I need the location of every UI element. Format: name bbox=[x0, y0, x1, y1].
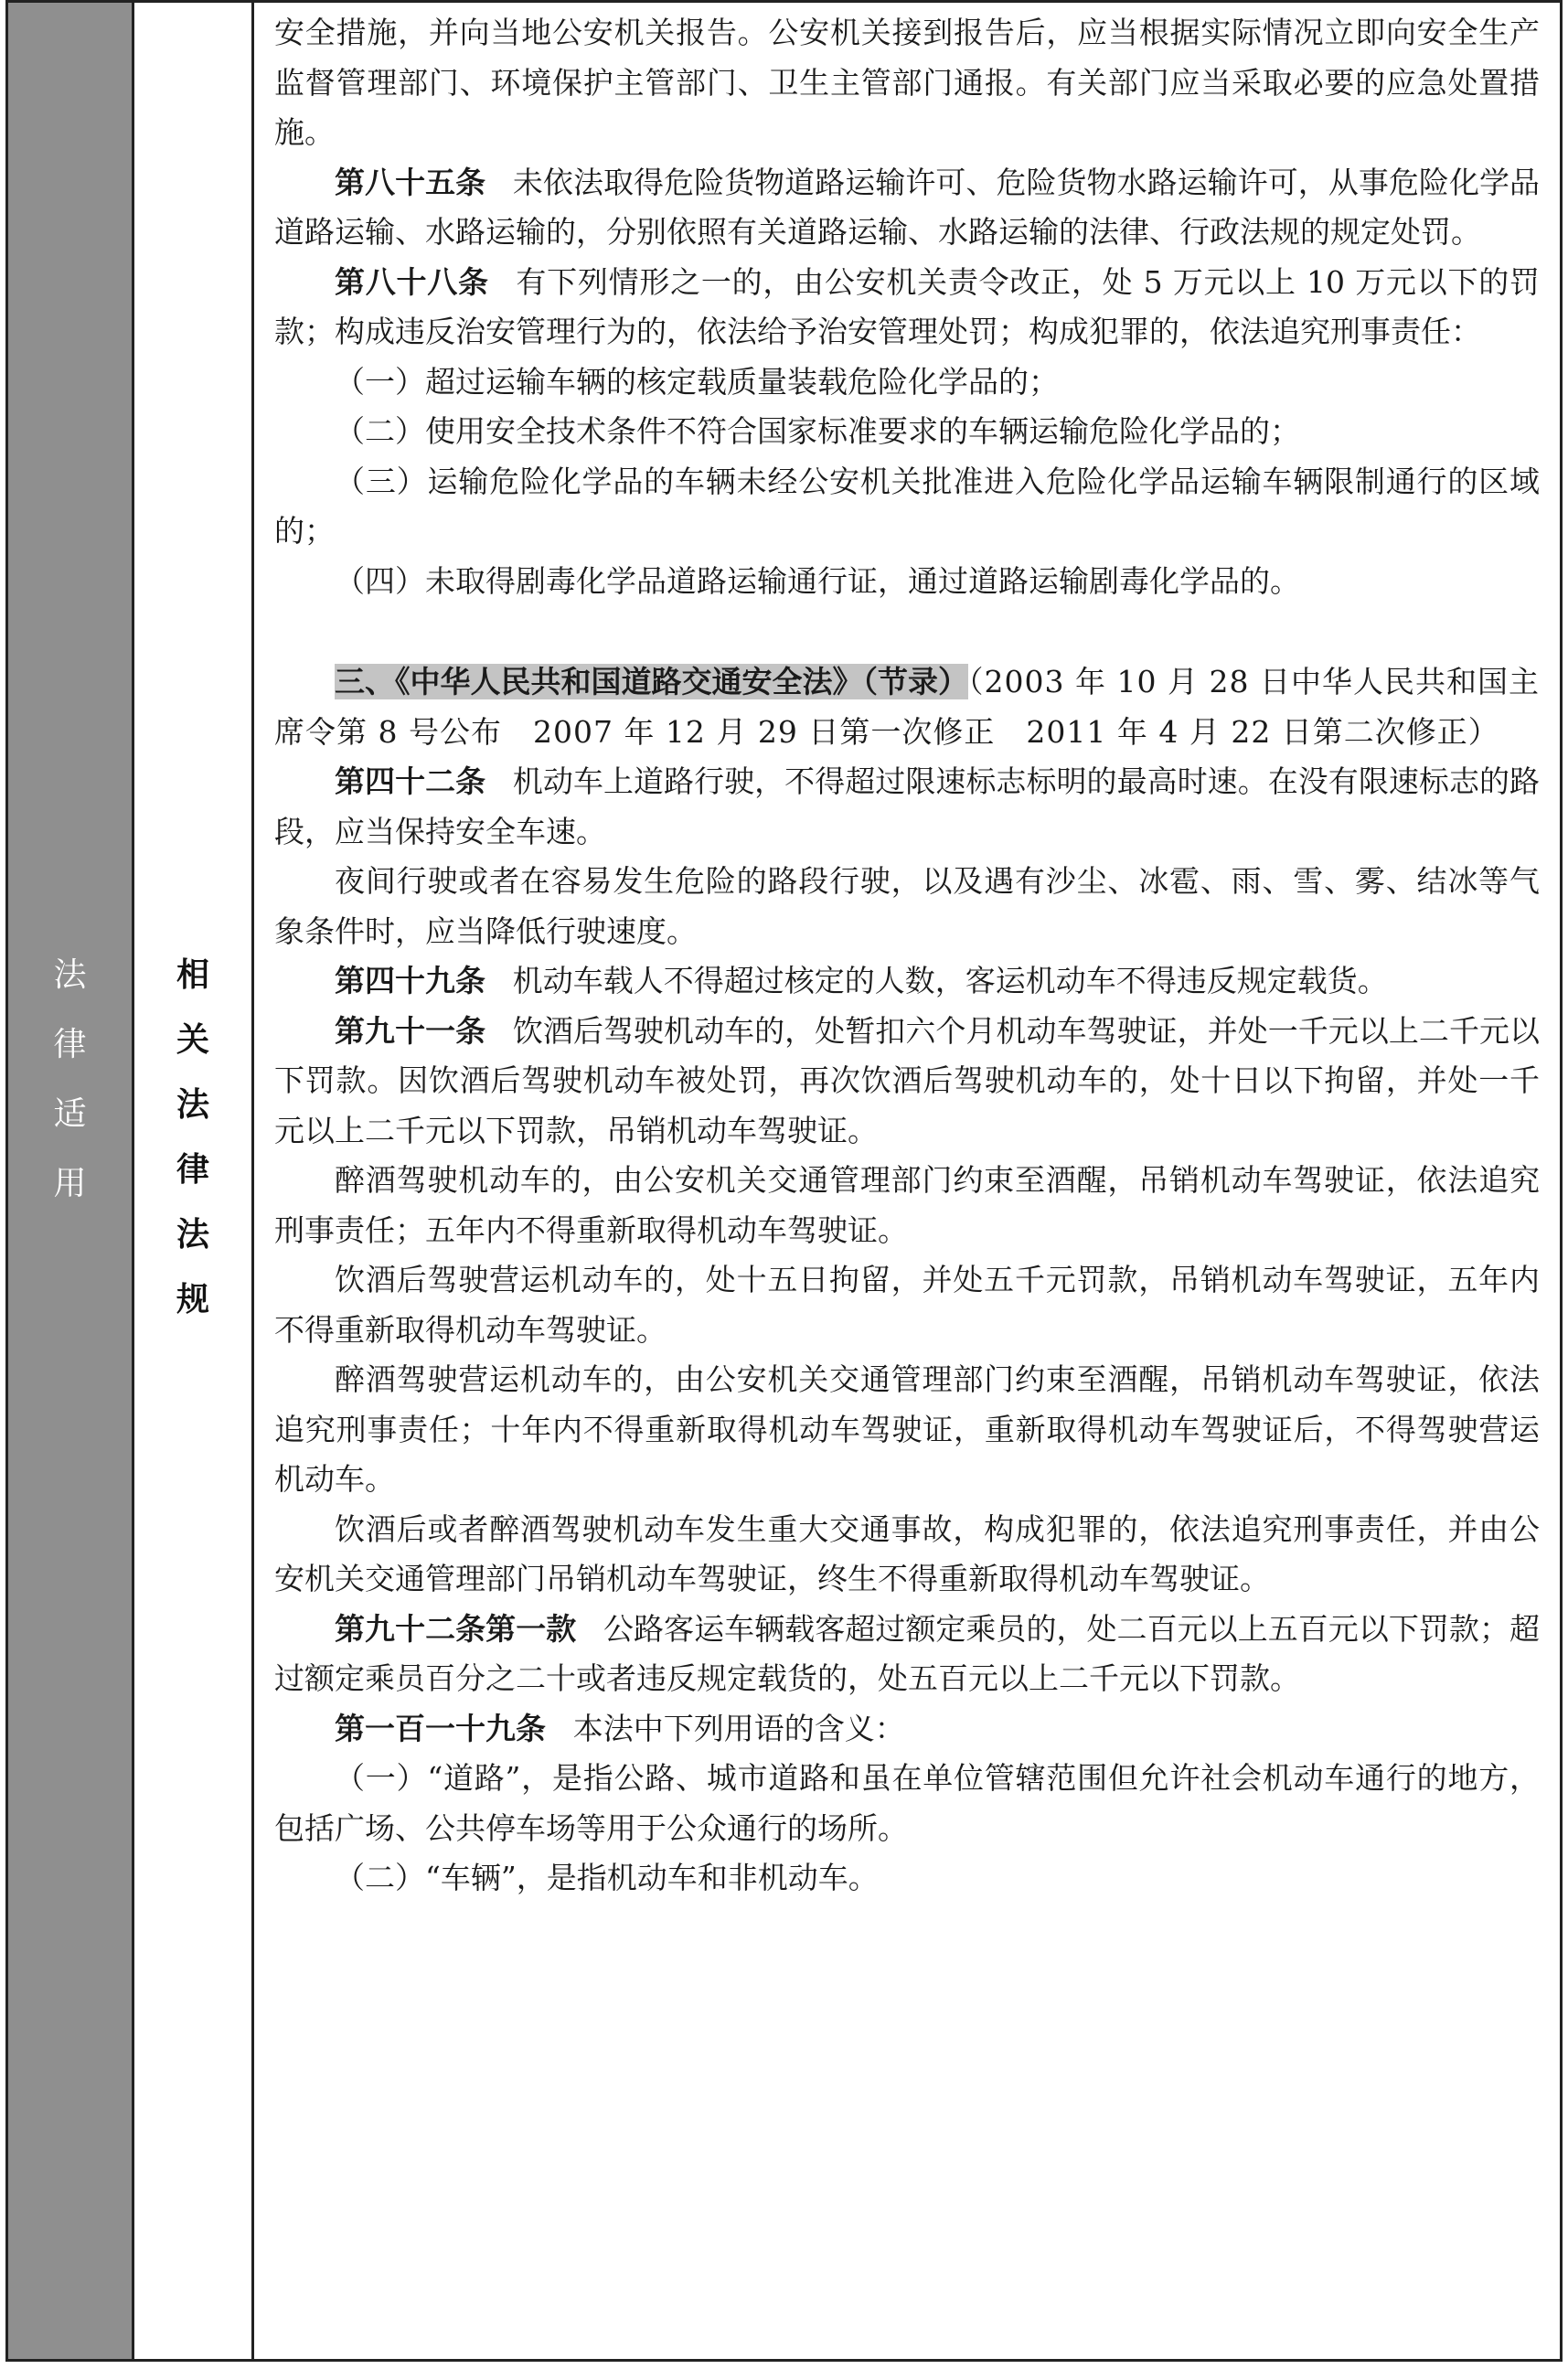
list-item: （一）超过运输车辆的核定载质量装载危险化学品的； bbox=[335, 363, 1059, 400]
article-92 bbox=[274, 1605, 1540, 1704]
paragraph: 醉酒驾驶营运机动车的，由公安机关交通管理部门约束至酒醒，吊销机动车驾驶证，依法追究刑事责任；十年内不得重新取得机动车驾驶证，重新取得机动车驾驶证后，不得驾驶营运机动车。 bbox=[274, 1361, 1540, 1497]
article-label: 第四十九条 bbox=[335, 963, 485, 998]
article-label: 第四十二条 bbox=[335, 763, 486, 799]
subcategory-char: 法 bbox=[176, 1216, 209, 1254]
subcategory-label bbox=[134, 956, 251, 1318]
article-label: 第一百一十九条 bbox=[335, 1710, 546, 1746]
category-char: 法 bbox=[53, 956, 87, 994]
subcategory-char: 规 bbox=[176, 1281, 209, 1318]
article-42 bbox=[274, 757, 1540, 857]
paragraph: 醉酒驾驶机动车的，由公安机关交通管理部门约束至酒醒，吊销机动车驾驶证，依法追究刑事责任；五年内不得重新取得机动车驾驶证。 bbox=[274, 1162, 1540, 1248]
article-text: 未依法取得危险货物道路运输许可、危险货物水路运输许可，从事危险化学品道路运输、水路运输的，分别依照有关道路运输、水路运输的法律、行政法规的规定处罚。 bbox=[274, 164, 1541, 250]
category-char: 用 bbox=[53, 1165, 87, 1202]
category-char: 律 bbox=[53, 1026, 87, 1063]
article-text: 饮酒后驾驶机动车的，处暂扣六个月机动车驾驶证，并处一千元以上二千元以下罚款。因饮酒后驾驶机动车被处罚，再次饮酒后驾驶机动车的，处十日以下拘留，并处一千元以上二千元以下罚款，吊销机动车驾驶证。 bbox=[274, 1012, 1541, 1148]
list-item: （四）未取得剧毒化学品道路运输通行证，通过道路运输剧毒化学品的。 bbox=[335, 562, 1300, 599]
article-119 bbox=[274, 1704, 1540, 1755]
subcategory-column bbox=[134, 3, 254, 2359]
list-item: （二）使用安全技术条件不符合国家标准要求的车辆运输危险化学品的； bbox=[335, 413, 1300, 449]
article-85 bbox=[274, 158, 1540, 258]
subcategory-char: 法 bbox=[176, 1086, 209, 1124]
content-column bbox=[254, 3, 1560, 2359]
article-text: 本法中下列用语的含义： bbox=[572, 1710, 905, 1746]
section-title: 三、《中华人民共和国道路交通安全法》（节录） bbox=[335, 664, 969, 699]
paragraph: 安全措施，并向当地公安机关报告。公安机关接到报告后，应当根据实际情况立即向安全生产监督管理部门、环境保护主管部门、卫生主管部门通报。有关部门应当采取必要的应急处置措施。 bbox=[274, 15, 1540, 150]
article-49 bbox=[274, 956, 1540, 1007]
article-88 bbox=[274, 258, 1540, 357]
article-text: 机动车上道路行驶，不得超过限速标志标明的最高时速。在没有限速标志的路段，应当保持安全车速。 bbox=[274, 763, 1541, 849]
article-label: 第九十二条第一款 bbox=[335, 1610, 577, 1647]
article-label: 第九十一条 bbox=[335, 1012, 486, 1049]
subcategory-char: 律 bbox=[176, 1151, 209, 1189]
category-column bbox=[8, 3, 134, 2359]
article-91 bbox=[274, 1007, 1540, 1157]
list-item: （三）运输危险化学品的车辆未经公安机关批准进入危险化学品运输车辆限制通行的区域的； bbox=[274, 463, 1540, 549]
article-text: 机动车载人不得超过核定的人数，客运机动车不得违反规定载货。 bbox=[512, 963, 1388, 998]
subcategory-char: 关 bbox=[176, 1021, 209, 1059]
category-char: 适 bbox=[53, 1095, 87, 1133]
subcategory-char: 相 bbox=[176, 956, 209, 994]
definition-item: （一）“道路”，是指公路、城市道路和虽在单位管辖范围但允许社会机动车通行的地方，包括广场、公共停车场等用于公众通行的场所。 bbox=[274, 1760, 1540, 1846]
article-label: 第八十五条 bbox=[335, 164, 486, 200]
section-note: （2003 年 10 月 28 日中华人民共和国主席令第 8 号公布 2007 年 12 月 29 日第一次修正 2011 年 4 月 22 日第二次修正） bbox=[274, 664, 1540, 750]
article-text: 有下列情形之一的，由公安机关责令改正，处 5 万元以上 10 万元以下的罚款；构成违反治安管理行为的，依法给予治安管理处罚；构成犯罪的，依法追究刑事责任： bbox=[274, 263, 1540, 349]
paragraph: 夜间行驶或者在容易发生危险的路段行驶，以及遇有沙尘、冰雹、雨、雪、雾、结冰等气象条件时，应当降低行驶速度。 bbox=[274, 863, 1540, 949]
article-label: 第八十八条 bbox=[335, 263, 489, 300]
section-heading bbox=[274, 657, 1540, 757]
paragraph: 饮酒后或者醉酒驾驶机动车发生重大交通事故，构成犯罪的，依法追究刑事责任，并由公安机关交通管理部门吊销机动车驾驶证，终生不得重新取得机动车驾驶证。 bbox=[274, 1510, 1540, 1596]
article-text: 公路客运车辆载客超过额定乘员的，处二百元以上五百元以下罚款；超过额定乘员百分之二十或者违反规定载货的，处五百元以上二千元以下罚款。 bbox=[274, 1610, 1541, 1696]
law-table bbox=[5, 0, 1563, 2362]
category-label bbox=[8, 956, 132, 1202]
spacer bbox=[274, 606, 1540, 657]
paragraph: 饮酒后驾驶营运机动车的，处十五日拘留，并处五千元罚款，吊销机动车驾驶证，五年内不得重新取得机动车驾驶证。 bbox=[274, 1262, 1540, 1348]
definition-item: （二）“车辆”，是指机动车和非机动车。 bbox=[335, 1860, 879, 1895]
